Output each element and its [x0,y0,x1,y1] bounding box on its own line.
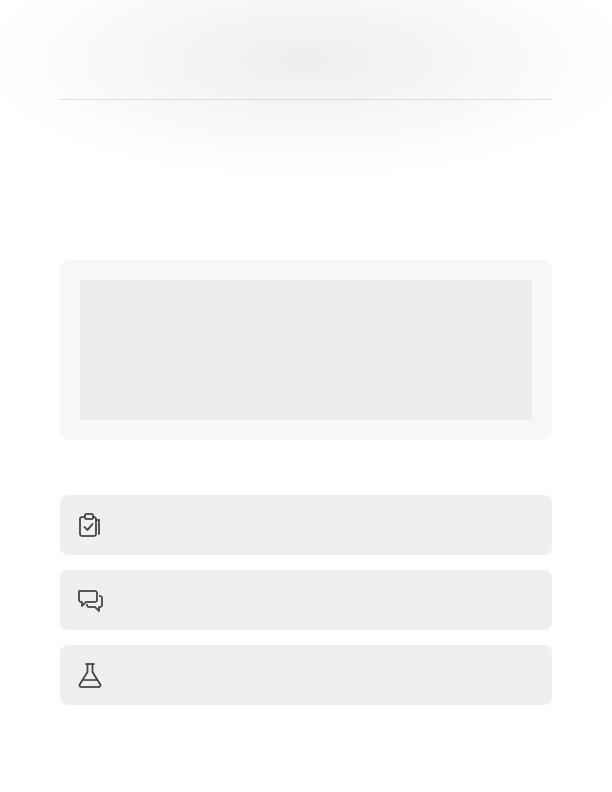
instrument-item-questionnaire [60,495,552,555]
title-divider [60,99,552,100]
clipboard-check-icon [76,511,104,539]
flow-diagram-card [60,260,552,440]
flow-diagram-canvas [80,280,532,420]
header-shade [0,0,612,185]
instrument-item-analysis [60,645,552,705]
flow-diagram [80,280,532,420]
flask-icon [76,661,104,689]
chat-bubbles-icon [76,586,104,614]
instrument-item-interview [60,570,552,630]
